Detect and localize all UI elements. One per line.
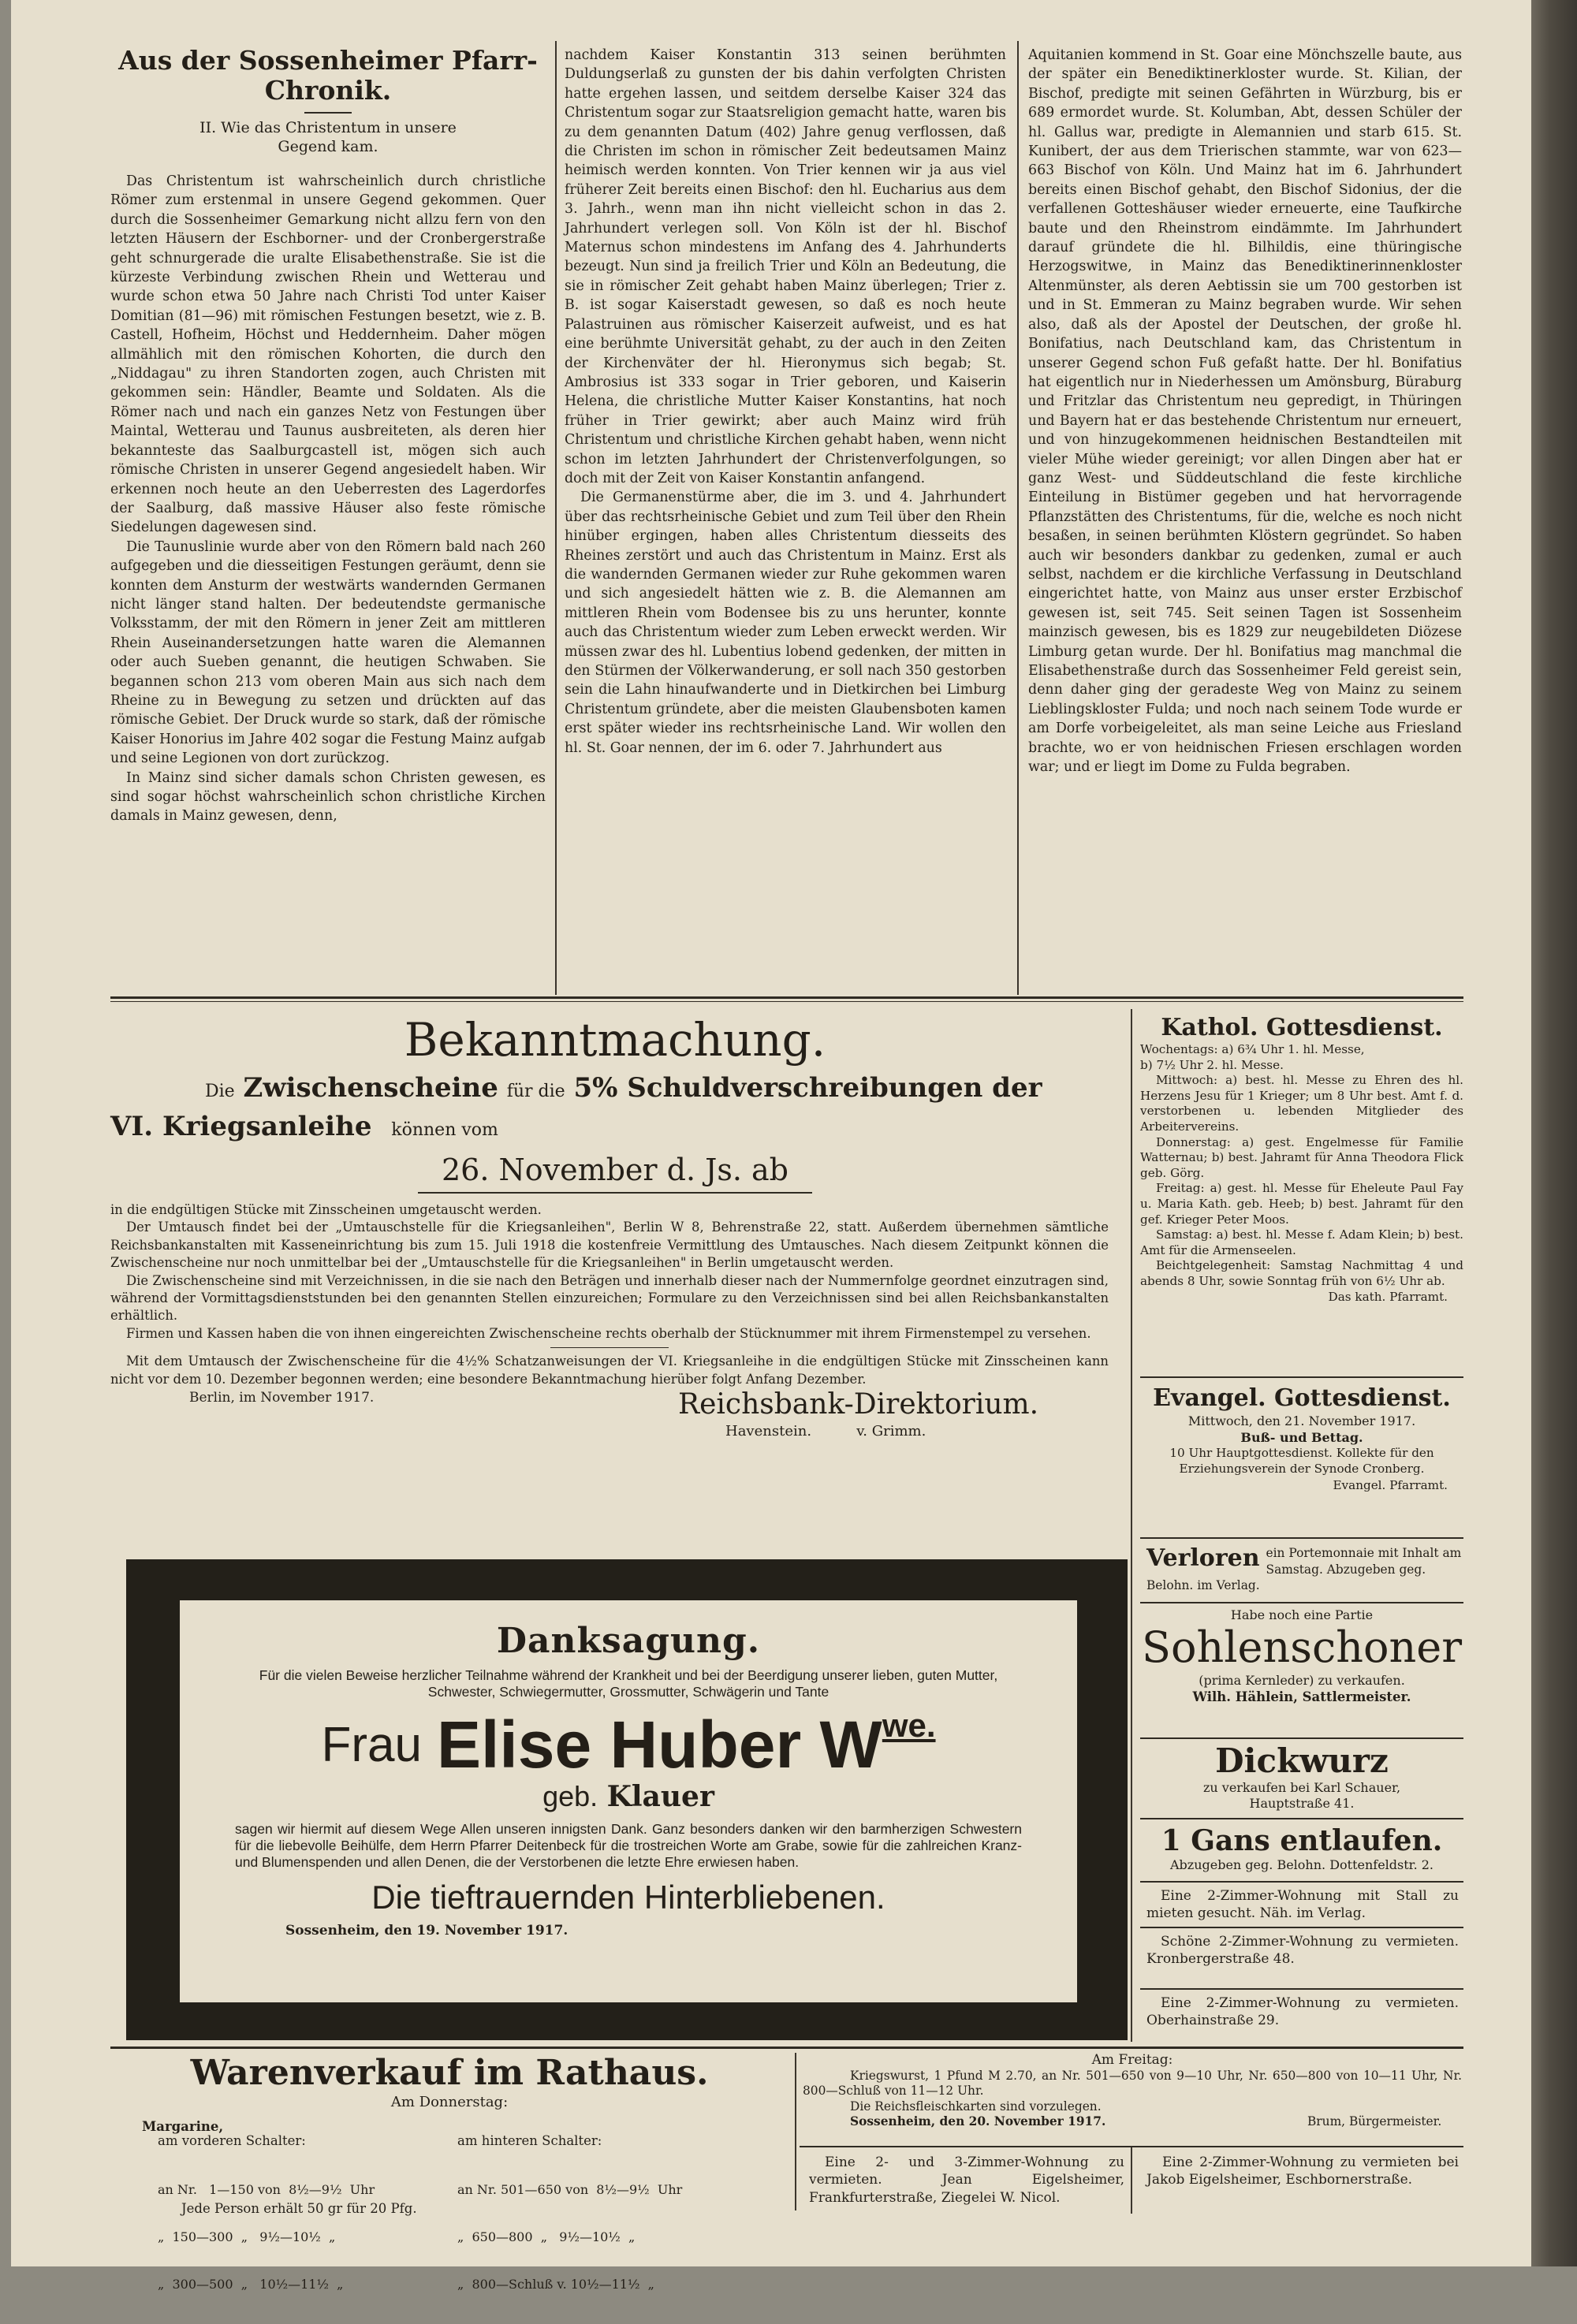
wohnung-ad-1 <box>1146 1887 1459 1923</box>
evangel-sub: Buß- und Bettag. <box>1240 1430 1363 1445</box>
text-die: Die <box>205 1082 235 1101</box>
article-subtitle-line1: II. Wie das Christentum in unsere <box>199 119 457 136</box>
bekanntmachung <box>110 1014 1120 1558</box>
front-label: am vorderen Schalter: <box>158 2133 306 2148</box>
front-rows <box>158 2151 375 2324</box>
kathol-sign: Das kath. Pfarramt. <box>1328 1289 1448 1304</box>
ad-rule <box>1140 1376 1463 1378</box>
danksagung-place: Sossenheim, den 19. November 1917. <box>285 1923 569 1939</box>
bottom-ad-text: Eine 2- und 3-Zimmer-Wohnung zu vermieten. Jean Eigelsheimer, Frankfurterstraße, Ziegelei W. Nicol. <box>809 2155 1124 2206</box>
ad-rule <box>1140 1881 1463 1883</box>
ad-rule <box>1140 1818 1463 1819</box>
sohlenschoner-ad <box>1140 1607 1463 1706</box>
dickwurz-line: zu verkaufen bei Karl Schauer, <box>1202 1780 1401 1795</box>
section-rule-thin <box>110 1001 1463 1002</box>
ad-rule <box>1140 1927 1463 1928</box>
schalter-row: „ 650—800 „ 9½—10½ „ <box>457 2229 636 2244</box>
danksagung-title: Danksagung. <box>496 1621 761 1661</box>
wohnung-ad-text: Schöne 2-Zimmer-Wohnung zu vermieten. Kronbergerstraße 48. <box>1146 1934 1459 1968</box>
dickwurz-title: Dickwurz <box>1215 1741 1389 1780</box>
ad-rule <box>1140 1537 1463 1539</box>
gans-title: 1 Gans entlaufen. <box>1161 1824 1443 1857</box>
bottom-ad-text: Eine 2-Zimmer-Wohnung zu vermieten bei Jakob Eigelsheimer, Eschbornerstraße. <box>1146 2155 1459 2188</box>
maiden-name: Klauer <box>606 1780 714 1813</box>
wohnung-ad-2 <box>1146 1933 1459 1968</box>
article-paragraph: Die Taunuslinie wurde aber von den Römern bald nach 260 aufgegeben und die diesseitigen Festungen geräumt, denn sie konnten dem Ansturm der westwärts wandernden Germanen nicht länger stand halten. Der bedeutendste germanische Volksstamm, der mit den Römern in jener Zeit am mittleren Rhein Auseinandersetzungen hatte waren die Alemannen oder auch Sueben genannt, die heutigen Schwaben. Sie begannen schon 213 vom oberen Main aus sich nach dem Rheine zu in Bewegung zu setzen und drückten auf das römische Gebiet. Der Druck wurde so stark, daß der römische Kaiser Honorius im Jahre 402 sogar die Festung Mainz aufgab und seine Legionen von dort zurückzog. <box>110 538 546 767</box>
evangel-gottesdienst <box>1140 1384 1463 1494</box>
article-subtitle <box>110 118 546 156</box>
article-title <box>110 46 546 106</box>
wohnung-ad-3 <box>1146 1994 1459 2030</box>
wohnung-ad-text: Eine 2-Zimmer-Wohnung mit Stall zu mieten gesucht. Näh. im Verlag. <box>1146 1888 1459 1922</box>
bekanntmachung-footer <box>110 1388 1120 1443</box>
text-koennen-vom: können vom <box>391 1120 498 1140</box>
back-label: am hinteren Schalter: <box>457 2133 602 2148</box>
kathol-line: Mittwoch: a) best. hl. Messe zu Ehren des hl. Herzens Jesu für 1 Krieger; um 8 Uhr best. Amt f. d. verstorbenen u. lebenden Mitglieder des Arbeitervereins. <box>1140 1073 1463 1134</box>
warenverkauf-title: Warenverkauf im Rathaus. <box>190 2053 709 2093</box>
article-column-1 <box>110 172 546 992</box>
frau-label: Frau <box>321 1718 422 1772</box>
gans-ad <box>1140 1824 1463 1873</box>
article-subtitle-line2: Gegend kam. <box>278 138 378 155</box>
evangel-date: Mittwoch, den 21. November 1917. <box>1187 1413 1416 1428</box>
freitag-notice <box>803 2053 1462 2132</box>
column-rule <box>795 2053 796 2210</box>
back-rows <box>457 2151 682 2324</box>
text-zwischenscheine: Zwischenscheine <box>243 1072 498 1104</box>
binding-spine <box>1531 0 1577 2266</box>
freitag-text: Kriegswurst, 1 Pfund M 2.70, an Nr. 501—650 von 9—10 Uhr, Nr. 650—800 von 10—11 Uhr, Nr. 800—Schluß von 11—12 Uhr. <box>803 2068 1462 2099</box>
signer-names: Havenstein. v. Grimm. <box>725 1423 926 1440</box>
column-rule <box>555 41 557 995</box>
verloren-ad <box>1146 1545 1462 1594</box>
article-header <box>110 46 546 156</box>
column-rule <box>1131 1009 1132 2042</box>
schalter-table <box>126 2119 773 2292</box>
kathol-line: Wochentags: a) 6¾ Uhr 1. hl. Messe, <box>1140 1042 1365 1056</box>
danksagung-name-line <box>180 1707 1077 1782</box>
body-paragraph: Der Umtausch findet bei der „Umtauschstelle für die Kriegsanleihen", Berlin W 8, Behrenstraße 22, statt. Außerdem übernehmen sämtliche Reichsbankanstalten mit Kasseneinrichtung bis zum 15. Juli 1918 die kostenfreie Vermittlung des Umtausches. Nach diesem Zeitpunkt können die Zwischenscheine nur noch unmittelbar bei der „Umtauschstelle für die Kriegsanleihen" in Berlin umgetauscht werden. <box>110 1220 1109 1271</box>
ad-rule <box>1140 1988 1463 1990</box>
freitag-place: Sossenheim, den 20. November 1917. <box>850 2114 1106 2129</box>
section-rule <box>110 996 1463 999</box>
sohlenschoner-sign: Wilh. Hählein, Sattlermeister. <box>1192 1689 1411 1704</box>
bekanntmachung-body <box>110 1201 1120 1388</box>
bekanntmachung-line1 <box>110 1071 1120 1109</box>
date-underline <box>418 1192 812 1194</box>
item-label: Margarine, <box>142 2119 224 2134</box>
body-divider <box>550 1347 669 1348</box>
freitag-note: Die Reichsfleischkarten sind vorzulegen. <box>850 2099 1102 2114</box>
schalter-row: „ 150—300 „ 9½—10½ „ <box>158 2229 336 2244</box>
newspaper-page <box>11 0 1531 2292</box>
deceased-name: Elise Huber W <box>437 1708 882 1782</box>
schalter-row: an Nr. 1—150 von 8½—9½ Uhr <box>158 2182 375 2197</box>
article-column-3 <box>1028 46 1462 992</box>
kathol-title: Kathol. Gottesdienst. <box>1161 1014 1443 1041</box>
warenverkauf <box>126 2053 773 2292</box>
place-date: Berlin, im November 1917. <box>189 1390 375 1406</box>
danksagung-intro: Für die vielen Beweise herzlicher Teilnahme während der Krankheit und bei der Beerdigung unserer lieben, guten Mutter, Schwester, Schwiegermutter, Grossmutter, Schwägerin und Tante <box>259 1667 998 1700</box>
bekanntmachung-date: 26. November d. Js. ab <box>441 1153 789 1187</box>
article-paragraph: Aquitanien kommend in St. Goar eine Mönchszelle baute, aus der später ein Benediktinerkloster wurde. St. Kilian, der Bischof, predigte mit seinen Gefährten in Würzburg, bis er 689 ermordet wurde. St. Kolumban, Abt, dessen Schüler der hl. Gallus war, predigte in Alemannien und starb 615. St. Kunibert, der aus dem Trierischen stammte, war von 623—663 Bischof von Köln. Und Mainz hat im 6. Jahrhundert bereits einen Bischof gehabt, den Bischof Sidonius, der die verfallenen Gotteshäuser wieder erneuerte, eine Taufkirche baute und den Rheinstrom eindämmte. Im Jahrhundert darauf gründete die hl. Bilhildis, eine thüringische Herzogswitwe, in Mainz das Benediktinerinnenkloster Altenmünster, als deren Aebtissin sie um 700 gestorben ist und in St. Emmeran zu Mainz begraben wurde. Wir sehen also, daß als der Apostel der Deutschen, der große hl. Bonifatius, nach Deutschland kam, das Christentum in unserer Gegend schon Fuß gefaßt hatte. Der hl. Bonifatius hat eigentlich nur in Niederhessen um Amönsburg, Büraburg und Fritzlar das Christentum neu gepredigt, in Thüringen und Bayern hat er das bestehende Christentum nur erneuert, und von hinzugekommenen heidnischen Bestandteilen mit vieler Mühe wieder gereinigt; vor allen Dingen aber hat er ganz West- und Süddeutschland die feste kirchliche Einteilung in Bistümer gegeben und hat hervorragende Pflanzstätten des Christentums, für die, welche es noch nicht besaßen, in seinen berühmten Klöstern gegründet. So haben auch wir besonders dankbar zu gedenken, zumal er auch selbst, nachdem er die kirchliche Verfassung in Deutschland eingerichtet hatte, von Mainz aus unser erster Erzbischof gewesen ist, seit 745. Seit seinen Tagen ist Sossenheim mainzisch gewesen, bis es 1829 zur neugebildeten Diözese Limburg getan wurde. Der hl. Bonifatius mag manchmal die Elisabethenstraße durch das Sossenheimer Feld gereist sein, denn daher ging der geradeste Weg von Mainz zu seinem Lieblingskloster Fulda; und noch nach seinem Tode wurde er am Dorfe vorbeigeleitet, als man seine Leiche aus Friesland brachte, wo er von heidnischen Friesen erschlagen worden war; und er liegt im Dome zu Fulda begraben. <box>1028 47 1462 776</box>
column-rule <box>1131 2147 1132 2214</box>
kathol-gottesdienst <box>1140 1014 1463 1305</box>
bekanntmachung-line2 <box>110 1109 1120 1148</box>
title-divider <box>304 112 352 114</box>
geb-label: geb. <box>542 1780 598 1812</box>
gans-line: Abzugeben geg. Belohn. Dottenfeldstr. 2. <box>1169 1857 1434 1872</box>
evangel-title: Evangel. Gottesdienst. <box>1153 1384 1451 1412</box>
freitag-sign-row <box>803 2114 1462 2132</box>
signer: Reichsbank-Direktorium. <box>678 1388 1039 1421</box>
article-paragraph: In Mainz sind sicher damals schon Christen gewesen, es sind sogar höchst wahrscheinlich schon christliche Kirchen damals in Mainz gewesen, denn, <box>110 769 546 825</box>
bottom-ad-1 <box>809 2154 1124 2207</box>
dickwurz-line: Hauptstraße 41. <box>1249 1796 1355 1811</box>
schalter-row: an Nr. 501—650 von 8½—9½ Uhr <box>457 2182 683 2197</box>
danksagung-body: sagen wir hiermit auf diesem Wege Allen unseren innigsten Dank. Ganz besonders danken wir den barmherzigen Schwestern für die liebevolle Beihülfe, dem Herrn Pfarrer Deitenbeck für die trostreichen Worte am Grabe, sowie für die zahlreichen Kranz- und Blumenspenden und allen Denen, die der Verstorbenen die letzte Ehre erwiesen haben. <box>235 1821 1022 1870</box>
article-title-line1: Aus der Sossenheimer Pfarr- <box>118 45 538 76</box>
article-title-line2: Chronik. <box>264 75 392 106</box>
text-fuer-die: für die <box>506 1082 565 1101</box>
bekanntmachung-title: Bekanntmachung. <box>404 1013 826 1067</box>
geb-line <box>180 1779 1077 1815</box>
body-paragraph: Mit dem Umtausch der Zwischenscheine für die 4½% Schatzanweisungen der VI. Kriegsanleihe in die endgültigen Stücke mit Zinsscheinen kann nicht vor dem 10. Dezember begonnen werden; eine besondere Bekanntmachung hierüber folgt Anfang Dezember. <box>110 1354 1109 1387</box>
sohlenschoner-pre: Habe noch eine Partie <box>1230 1607 1374 1622</box>
wohnung-ad-text: Eine 2-Zimmer-Wohnung zu vermieten. Oberhainstraße 29. <box>1146 1995 1459 2029</box>
kathol-line: Beichtgelegenheit: Samstag Nachmittag 4 und abends 8 Uhr, sowie Sonntag früh von 6½ Uhr ab. <box>1140 1258 1463 1288</box>
freitag-label: Am Freitag: <box>1091 2052 1173 2068</box>
kathol-line: b) 7½ Uhr 2. hl. Messe. <box>1140 1057 1284 1072</box>
freitag-sign: Brum, Bürgermeister. <box>1307 2114 1442 2129</box>
article-column-2 <box>565 46 1006 992</box>
sohlenschoner-post: (prima Kernleder) zu verkaufen. <box>1199 1673 1405 1688</box>
kathol-body <box>1140 1042 1463 1305</box>
warenverkauf-sub: Am Donnerstag: <box>390 2094 509 2110</box>
kathol-line: Freitag: a) gest. hl. Messe für Eheleute Paul Fay u. Maria Kath. geb. Heeb; b) best. Jahramt für den gef. Krieger Peter Moos. <box>1140 1181 1463 1227</box>
ad-rule <box>1140 1737 1463 1739</box>
kathol-line: Donnerstag: a) gest. Engelmesse für Familie Watternau; b) best. Jahramt für Anna Theodora Flick geb. Görg. <box>1140 1134 1463 1180</box>
body-paragraph: Firmen und Kassen haben die von ihnen eingereichten Zwischenscheine rechts oberhalb der Stücknummer mit ihrem Firmenstempel zu versehen. <box>126 1325 1091 1341</box>
verloren-text: ein Portemonnaie mit Inhalt am Samstag. Abzugeben geg. Belohn. im Verlag. <box>1146 1546 1462 1593</box>
dickwurz-ad <box>1140 1742 1463 1812</box>
sohlenschoner-title: Sohlenschoner <box>1141 1622 1463 1672</box>
section-rule <box>110 2047 1463 2049</box>
danksagung-inner <box>178 1599 1079 2004</box>
verloren-title: Verloren <box>1146 1544 1260 1572</box>
column-rule <box>1017 41 1019 995</box>
ad-rule <box>1140 1602 1463 1603</box>
article-paragraph: nachdem Kaiser Konstantin 313 seinen berühmten Duldungserlaß zu gunsten der bis dahin verfolgten Christen hatte ergehen lassen, und seitdem derselbe Kaiser 324 das Christentum sogar zur Staatsreligion gemacht hatte, waren bis zu dem genannten Datum (402) Jahre genug verflossen, daß die Christen im schon in römischer Zeit bedeutsamen Mainz heimisch werden konnten. Von Trier kennen wir ja aus viel früherer Zeit bereits einen Bischof: den hl. Eucharius aus dem 3. Jahrh., wenn man ihn nicht vielleicht schon in das 2. Jahrhundert verlegen soll. Von Köln ist der hl. Bischof Maternus schon mindestens im Anfang des 4. Jahrhunderts bezeugt. Nun sind ja freilich Trier und Köln an Bedeutung, die sie in römischer Zeit gehabt haben Mainz überlegen; Trier z. B. ist sogar Kaiserstadt gewesen, so daß es noch heute Palastruinen aus römischer Kaiserzeit aufweist, und es hat eine berühmte Universität gehabt, zu der auch in den Zeiten der Kirchenväter der hl. Hieronymus sich begab; St. Ambrosius ist 333 sogar in Trier geboren, und Kaiserin Helena, die christliche Mutter Kaiser Konstantins, hat noch früher in Trier gewirkt; aber auch Mainz wird früh Christentum und christliche Kirchen gehabt haben, wenn nicht schon im letzten Jahrhundert der Christenverfolgungen, so doch mit der Zeit von Kaiser Konstantin anfangend. <box>565 47 1006 486</box>
body-paragraph: in die endgültigen Stücke mit Zinsscheinen umgetauscht werden. <box>110 1202 542 1217</box>
danksagung-border <box>126 1559 1128 2040</box>
schalter-row: „ 300—500 „ 10½—11½ „ <box>158 2277 344 2292</box>
text-schuldverschreibungen: 5% Schuldverschreibungen der <box>573 1072 1042 1104</box>
schalter-row: „ 800—Schluß v. 10½—11½ „ <box>457 2277 654 2292</box>
body-paragraph: Die Zwischenscheine sind mit Verzeichnissen, in die sie nach den Beträgen und innerhalb dieser nach der Nummernfolge geordnet einzutragen sind, während der Vormittagsdienststunden bei den genannten Stellen einzureichen; Formulare zu den Verzeichnissen sind bei allen Reichsbankanstalten erhältlich. <box>110 1272 1109 1324</box>
article-paragraph: Die Germanenstürme aber, die im 3. und 4. Jahrhundert über das rechtsrheinische Gebiet und zum Teil über den Rhein hinüber ergingen, haben alles Christentum diesseits des Rheines zerstört und auch das Christentum in Mainz. Erst als die wandernden Germanen wieder zur Ruhe gekommen waren und sich angesiedelt hätten wie z. B. die Alemannen am mittleren Rhein vom Bodensee bis zu uns herunter, konnte auch das Christentum wieder zum Leben erweckt werden. Wir müssen zwar des hl. Lubentius lobend gedenken, der mitten in den Stürmen der Völkerwanderung, er soll nach 350 gestorben sein die Lahn hinaufwanderte und in Dietkirchen bei Limburg Christentum gründete, aber die meisten Glaubensboten kamen erst später wieder ins rechtsrheinische Land. Wir wollen den hl. St. Goar nennen, der im 6. oder 7. Jahrhundert aus <box>565 490 1006 756</box>
warenverkauf-footer: Jede Person erhält 50 gr für 20 Pfg. <box>181 2201 417 2216</box>
bottom-ad-2 <box>1146 2154 1459 2189</box>
wwe-suffix: we. <box>882 1707 936 1744</box>
kathol-line: Samstag: a) best. hl. Messe f. Adam Klein; b) best. Amt für die Armenseelen. <box>1140 1227 1463 1257</box>
danksagung-sign: Die tieftrauernden Hinterbliebenen. <box>371 1879 885 1916</box>
evangel-line: 10 Uhr Hauptgottesdienst. Kollekte für den Erziehungsverein der Synode Cronberg. <box>1169 1446 1434 1476</box>
evangel-sign: Evangel. Pfarramt. <box>1333 1478 1448 1493</box>
article-paragraph: Das Christentum ist wahrscheinlich durch christliche Römer zum erstenmal in unsere Gegend gekommen. Quer durch die Sossenheimer Gemarkung nicht allzu fern von den letzten Häusern der Eschborner- und der Cronbergerstraße geht schnurgerade die uralte Elisabethenstraße. Sie ist die kürzeste Verbindung zwischen Rhein und Wetterau und wurde schon etwa 50 Jahre nach Christi Tod unter Kaiser Domitian (81—96) mit römischen Festungen besetzt, wie z. B. Castell, Hofheim, Höchst und Heddernheim. Daher mögen allmählich mit den römischen Kohorten, die durch den „Niddagau" zu ihren Standorten zogen, auch Christen mit gekommen sein: Händler, Beamte und Soldaten. Als die Römer nach und nach ein ganzes Netz von Festungen über Maintal, Wetterau und Taunus ausbreiteten, als deren hier bekannteste das Saalburgcastell ist, mögen sich auch römische Christen in unserer Gegend angesiedelt haben. Wir erkennen noch heute an den Ueberresten des Lagerdorfes der Saalburg, daß massive Häuser also feste römische Siedelungen dagewesen sind. <box>110 173 546 536</box>
text-kriegsanleihe: VI. Kriegsanleihe <box>110 1111 372 1142</box>
